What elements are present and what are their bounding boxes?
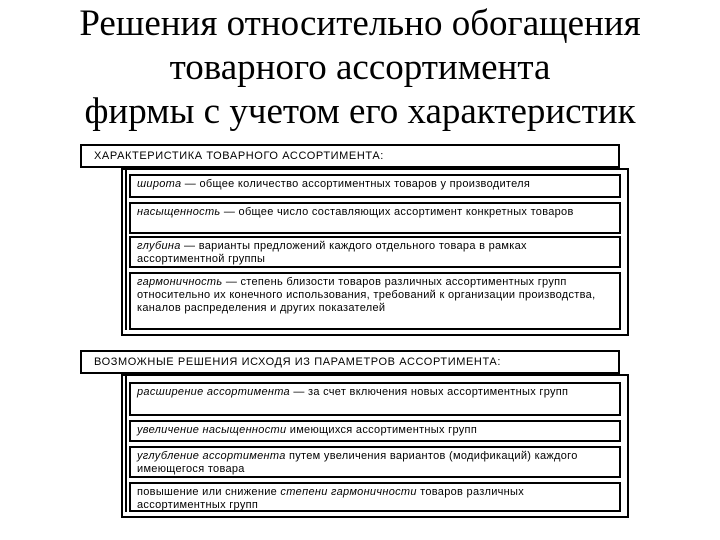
characteristic-depth	[129, 236, 621, 268]
characteristic-text: — общее количество ассортиментных товаров у производителя	[181, 178, 531, 190]
decision-harmony	[129, 482, 621, 512]
decision-deepening	[129, 446, 621, 478]
decision-term: степени гармоничности	[280, 486, 417, 498]
characteristic-term: гармоничность	[137, 276, 223, 288]
decision-text: товаров различных ассортиментных групп	[137, 486, 525, 511]
characteristic-text: — степень близости товаров различных ассортиментных групп относительно их конечного использования, требований к организации производства, каналов распределения и других показателей	[137, 276, 596, 314]
characteristic-saturation	[129, 202, 621, 234]
title-line-3: фирмы с учетом его характеристик	[84, 91, 636, 132]
characteristic-harmony	[129, 272, 621, 330]
decision-text: путем увеличения вариантов (модификаций) каждого имеющегося товара	[137, 450, 578, 475]
characteristics-connector	[125, 168, 127, 330]
title-line-2: товарного ассортимента	[169, 47, 551, 88]
characteristics-header: ХАРАКТЕРИСТИКА ТОВАРНОГО АССОРТИМЕНТА:	[80, 144, 620, 168]
characteristic-text: — общее число составляющих ассортимент конкретных товаров	[220, 206, 574, 218]
decision-expansion	[129, 382, 621, 416]
characteristic-term: насыщенность	[137, 206, 221, 218]
title-line-1: Решения относительно обогащения	[79, 3, 641, 44]
characteristic-term: глубина	[137, 240, 181, 252]
characteristic-text: — варианты предложений каждого отдельного товара в рамках ассортиментной группы	[137, 240, 527, 265]
decision-saturation	[129, 420, 621, 442]
decision-term: углубление ассортимента	[137, 450, 286, 462]
decision-text: имеющихся ассортиментных групп	[286, 424, 478, 436]
decisions-connector	[125, 374, 127, 512]
characteristic-term: широта	[137, 178, 182, 190]
decision-prefix: повышение или снижение	[137, 486, 281, 498]
decisions-header: ВОЗМОЖНЫЕ РЕШЕНИЯ ИСХОДЯ ИЗ ПАРАМЕТРОВ АССОРТИМЕНТА:	[80, 350, 620, 374]
slide-title	[0, 2, 720, 134]
characteristic-breadth	[129, 174, 621, 198]
decision-term: расширение ассортимента	[137, 386, 290, 398]
decision-text: — за счет включения новых ассортиментных групп	[289, 386, 569, 398]
decision-term: увеличение насыщенности	[137, 424, 287, 436]
